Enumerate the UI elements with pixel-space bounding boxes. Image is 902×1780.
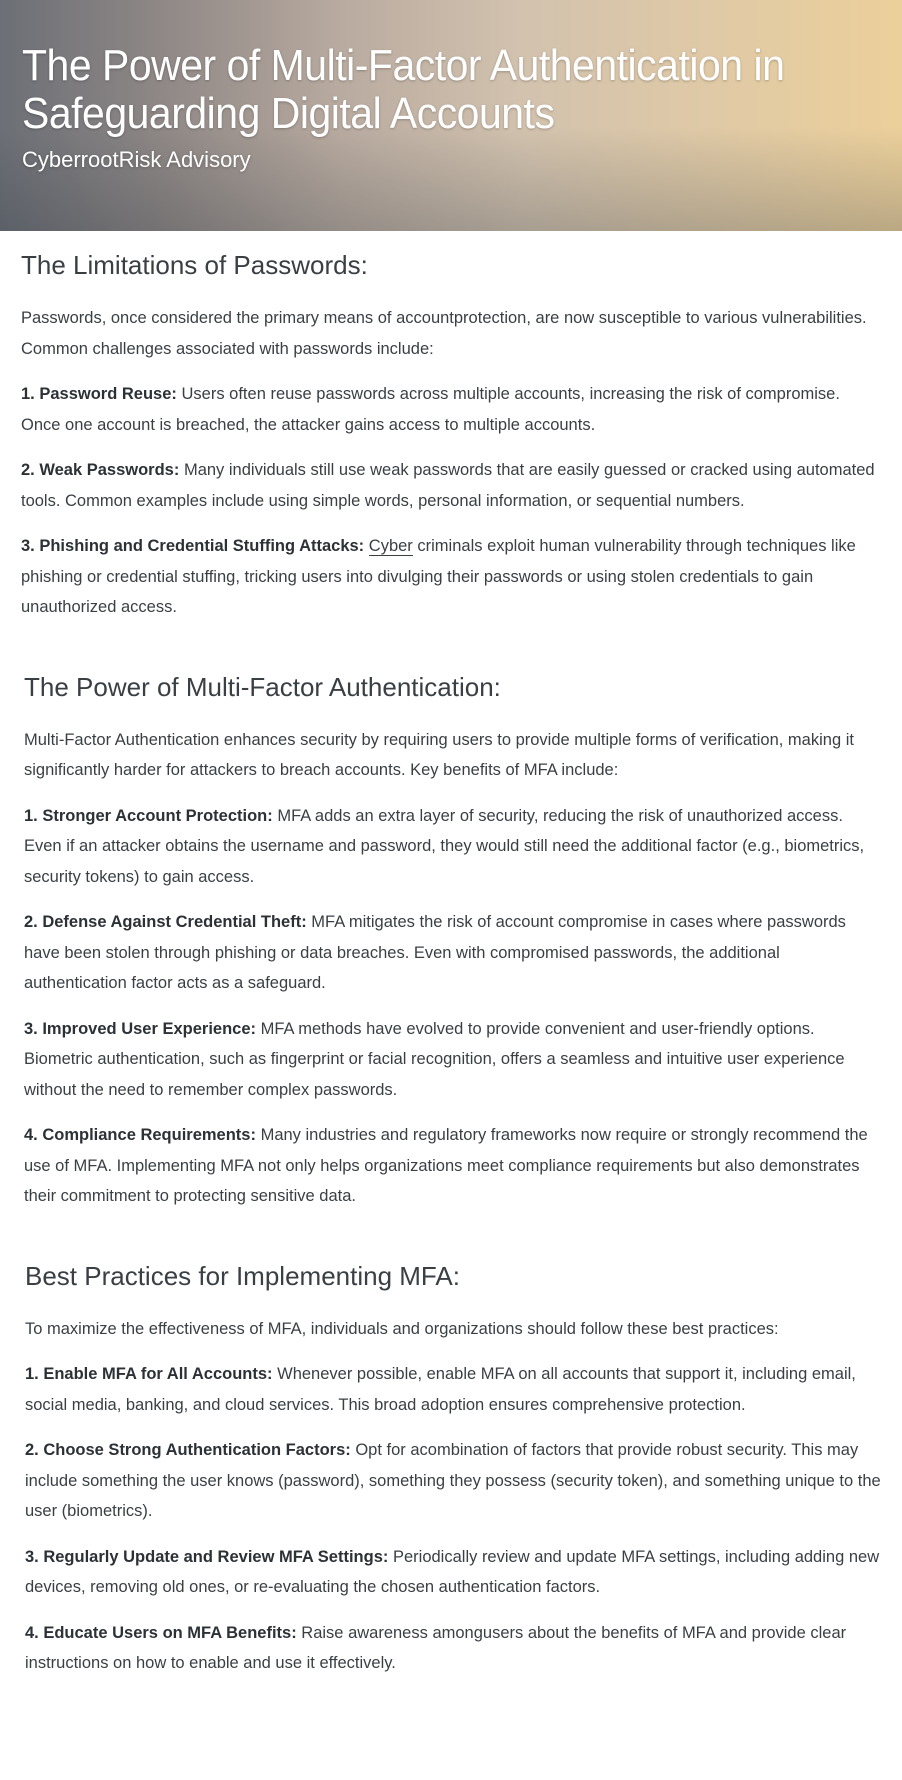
list-item [21, 531, 882, 623]
section-heading: Best Practices for Implementing MFA: [25, 1260, 460, 1291]
item-text: Raise awareness amongusers about the benefits of MFA and provide clear instructions on how to enable and use it effectively. [25, 1623, 847, 1672]
section-intro: Multi-Factor Authentication enhances security by requiring users to provide multiple forms of verification, making it significantly harder for attackers to breach accounts. Key benefits of MFA include: [24, 730, 854, 779]
section-heading: The Limitations of Passwords: [21, 250, 368, 280]
list-item [25, 1542, 882, 1603]
item-text: MFA mitigates the risk of account compromise in cases where passwords have been stolen through phishing or data breaches. Even with compromised passwords, the additional authentication factor acts as a safeguard. [24, 913, 846, 992]
item-text: Users often reuse passwords across multiple accounts, increasing the risk of compromise. Once one account is breached, the attacker gains access to multiple accounts. [21, 385, 840, 434]
section-best-practices [20, 1227, 882, 1679]
item-text: Many individuals still use weak passwords that are easily guessed or cracked using automated tools. Common examples include using simple words, personal information, or sequential numbers. [21, 461, 875, 510]
section-intro: To maximize the effectiveness of MFA, individuals and organizations should follow these best practices: [25, 1319, 779, 1338]
list-item [25, 1435, 882, 1527]
item-text: MFA methods have evolved to provide convenient and user-friendly options. Biometric authentication, such as fingerprint or facial recognition, offers a seamless and intuitive user experience without the need to remember complex passwords. [24, 1019, 845, 1099]
section-intro: Passwords, once considered the primary means of accountprotection, are now susceptible to various vulnerabilities. Common challenges associated with passwords include: [21, 309, 867, 358]
section-power-of-mfa [20, 638, 882, 1212]
item-label: 1. Enable MFA for All Accounts: [25, 1365, 273, 1383]
article-header [0, 0, 902, 231]
article-author: CyberrootRisk Advisory [22, 147, 251, 172]
item-text: Many industries and regulatory frameworks now require or strongly recommend the use of MFA. Implementing MFA not only helps organizations meet compliance requirements but also demonstrates their commitment to protecting sensitive data. [24, 1126, 868, 1205]
list-item [21, 379, 882, 440]
item-text: Periodically review and update MFA settings, including adding new devices, removing old ones, or re-evaluating the chosen authentication factors. [25, 1547, 880, 1596]
item-text: Opt for acombination of factors that provide robust security. This may include something the user knows (password), something they possess (security token), and something unique to the user (biometrics). [25, 1441, 881, 1520]
item-text: MFA adds an extra layer of security, reducing the risk of unauthorized access. Even if an attacker obtains the username and password, they would still need the additional factor (e.g., biometrics, security tokens) to gain access. [24, 806, 865, 886]
list-item [25, 1618, 882, 1679]
list-item [24, 1014, 882, 1106]
item-label: 2. Defense Against Credential Theft: [24, 913, 307, 931]
article-body [0, 231, 902, 1724]
section-limitations-of-passwords [20, 231, 882, 623]
item-label: 1. Stronger Account Protection: [24, 806, 273, 825]
list-item [25, 1359, 882, 1420]
item-label: 1. Password Reuse: [21, 385, 177, 403]
list-item [24, 907, 882, 999]
item-label: 4. Compliance Requirements: [24, 1126, 256, 1144]
article-title: The Power of Multi-Factor Authentication in Safeguarding Digital Accounts [22, 41, 785, 138]
item-label: 2. Weak Passwords: [21, 461, 180, 479]
item-text: criminals exploit human vulnerability through techniques like phishing or credential stuffing, tricking users into divulging their passwords or using stolen credentials to gain unauthorized access. [21, 537, 856, 616]
item-label: 2. Choose Strong Authentication Factors: [25, 1441, 351, 1459]
section-heading: The Power of Multi-Factor Authentication: [24, 671, 501, 702]
cyber-link[interactable]: Cyber [368, 537, 413, 555]
list-item [24, 1120, 882, 1212]
item-label: 4. Educate Users on MFA Benefits: [25, 1623, 297, 1642]
item-text: Whenever possible, enable MFA on all accounts that support it, including email, social media, banking, and cloud services. This broad adoption ensures comprehensive protection. [25, 1365, 856, 1414]
item-label: 3. Improved User Experience: [24, 1019, 257, 1038]
list-item [21, 455, 882, 516]
list-item [24, 801, 882, 893]
item-label: 3. Phishing and Credential Stuffing Attacks: [21, 537, 365, 555]
item-label: 3. Regularly Update and Review MFA Settings: [25, 1547, 389, 1566]
